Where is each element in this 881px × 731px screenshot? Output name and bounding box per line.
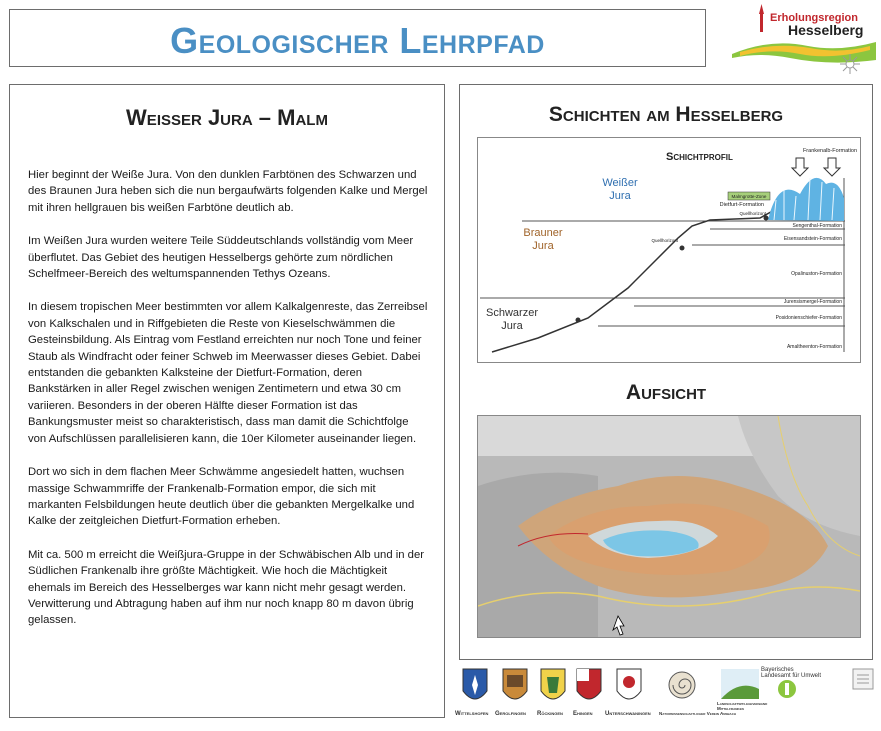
sponsor-label: Unterschwaningen — [605, 711, 651, 717]
paragraph: Mit ca. 500 m erreicht die Weißjura-Gruppe in der Schwäbischen Alb und in der Südlichen Frankenalb ihre größte Mächtigkeit. Wie hoch die Mächtigkeit ehemals im Bereich des Hesselberges war kann nicht mehr gesagt werden. Verwitterung und Abtragung haben auf ihm nur noch knapp 80 m davon übrig gelassen. — [28, 548, 425, 627]
erholungsregion-hesselberg-logo — [730, 2, 876, 82]
bavaria-coat-of-arms-icon — [849, 665, 877, 693]
sponsor-label: Naturwissenschaftlicher Verein Ansbach — [659, 711, 737, 716]
paragraph: Dort wo sich in dem flachen Meer Schwämme angesiedelt hatten, wuchsen massige Schwammriffe der Frankenalb-Formation empor, die sich mit markanten Felsbildungen heute deutlich über die gebankten Mergelkalke und Kalke der zeitgleichen Dietfurt-Formation erheben. — [28, 466, 415, 528]
stratigraphic-profile — [477, 137, 861, 363]
unterschwaningen-crest-icon — [615, 665, 643, 709]
logo-line2: Hesselberg — [788, 22, 864, 38]
opalinuston-label: Opalinuston-Formation — [791, 271, 842, 277]
sengenthal-label: Sengenthal-Formation — [792, 223, 842, 229]
dietfurt-label: Dietfurt-Formation — [719, 202, 764, 208]
sponsor-logos — [455, 665, 879, 723]
profile-subtitle: Schichtprofil — [666, 151, 733, 163]
logo-line1: Erholungsregion — [770, 12, 858, 24]
spring-marker — [680, 246, 685, 251]
braun-label: Brauner — [523, 227, 563, 239]
diagram-panel — [459, 84, 873, 660]
sponsor-label: Ehingen — [573, 711, 593, 717]
ehingen-crest-icon — [575, 665, 603, 709]
title-banner — [9, 9, 706, 67]
article-panel — [9, 84, 445, 718]
edelweiss-icon — [840, 54, 860, 74]
map-heading: Aufsicht — [625, 381, 707, 404]
quellhorizont-label: Quellhorizont — [651, 238, 678, 243]
spring-marker — [764, 216, 769, 221]
ammonite-icon — [667, 665, 697, 709]
schwarz-label: Jura — [501, 320, 523, 332]
braun-label: Jura — [532, 240, 554, 252]
frankenalb-label: Frankenalb-Formation — [802, 148, 858, 154]
page-title: Geologischer Lehrpfad — [170, 20, 545, 61]
relief-map[interactable] — [477, 415, 861, 638]
spring-marker — [576, 318, 581, 323]
roeckingen-crest-icon — [539, 665, 567, 709]
sponsor-label: Röckingen — [537, 711, 563, 717]
sponsor-label: Landschaftspflegeverband Mittelfranken — [717, 701, 768, 711]
malmzone-label: Malmgrotte-Zone — [731, 194, 767, 199]
article-body — [28, 167, 428, 646]
paragraph: In diesem tropischen Meer bestimmten vor allem Kalkalgenreste, das Zerreibsel von Kalkschalen und in Riffgebieten die Reste von Kieselschwämmen die Gesteinsbildung. Als Eintrag vom Festland erreichten nur noch Tone und feiner Staub als Windfracht oder feiner Schweb im Meerwasser dieses Gebiet. Dabei entstanden die gebankten Kalksteine der Dietfurt-Formation, deren Bankstärken in aller Regel zwischen wenigen Zentimetern und etwa 30 cm variieren. Besonders in der oberen Hälfte dieser Formation ist das Bankungsmuster meist so charakteristisch, dass man damit die Schichtfolge von Aufschlüssen parallelisieren kann, die 10er Kilometer auseinander liegen. — [28, 301, 428, 445]
sponsor-label: Bayerisches Landesamt für Umwelt — [761, 667, 822, 679]
profile-heading: Schichten am Hesselberg — [548, 103, 784, 126]
down-arrow-icon — [792, 158, 840, 176]
paragraph: Hier beginnt der Weiße Jura. Von den dunklen Farbtönen des Schwarzen und des Braunen Jura heben sich die nun bergaufwärts folgenden Kalke und Mergel mit ihren hellgrauen bis weißen Farbtöne deutlich ab. — [28, 169, 428, 214]
schwarz-label: Schwarzer — [486, 307, 538, 319]
amaltheenton-label: Amaltheenton-Formation — [786, 344, 842, 350]
paragraph: Im Weißen Jura wurden weitere Teile Süddeutschlands vollständig vom Meer überflutet. Das Gebiet des heutigen Hesselbergs gehörte zum nördlichen Schelfmeer-Bereich des weltumspannenden Tethys Ozeans. — [28, 235, 414, 281]
weiss-label: Weißer — [602, 177, 638, 189]
sponsor-label: Gerolfingen — [495, 711, 526, 717]
jurensismergel-label: Jurensismergel-Formation — [783, 299, 842, 305]
gerolfingen-crest-icon — [501, 665, 529, 709]
article-heading: Weisser Jura – Malm — [126, 105, 328, 130]
posidonien-label: Posidonienschiefer-Formation — [775, 315, 842, 321]
sponsor-label: Wittelshofen — [455, 711, 489, 717]
eisensandstein-label: Eisensandstein-Formation — [783, 236, 842, 242]
quellhorizont-label: Quellhorizont — [739, 211, 766, 216]
wittelshofen-crest-icon — [461, 665, 489, 709]
weiss-label: Jura — [609, 190, 631, 202]
